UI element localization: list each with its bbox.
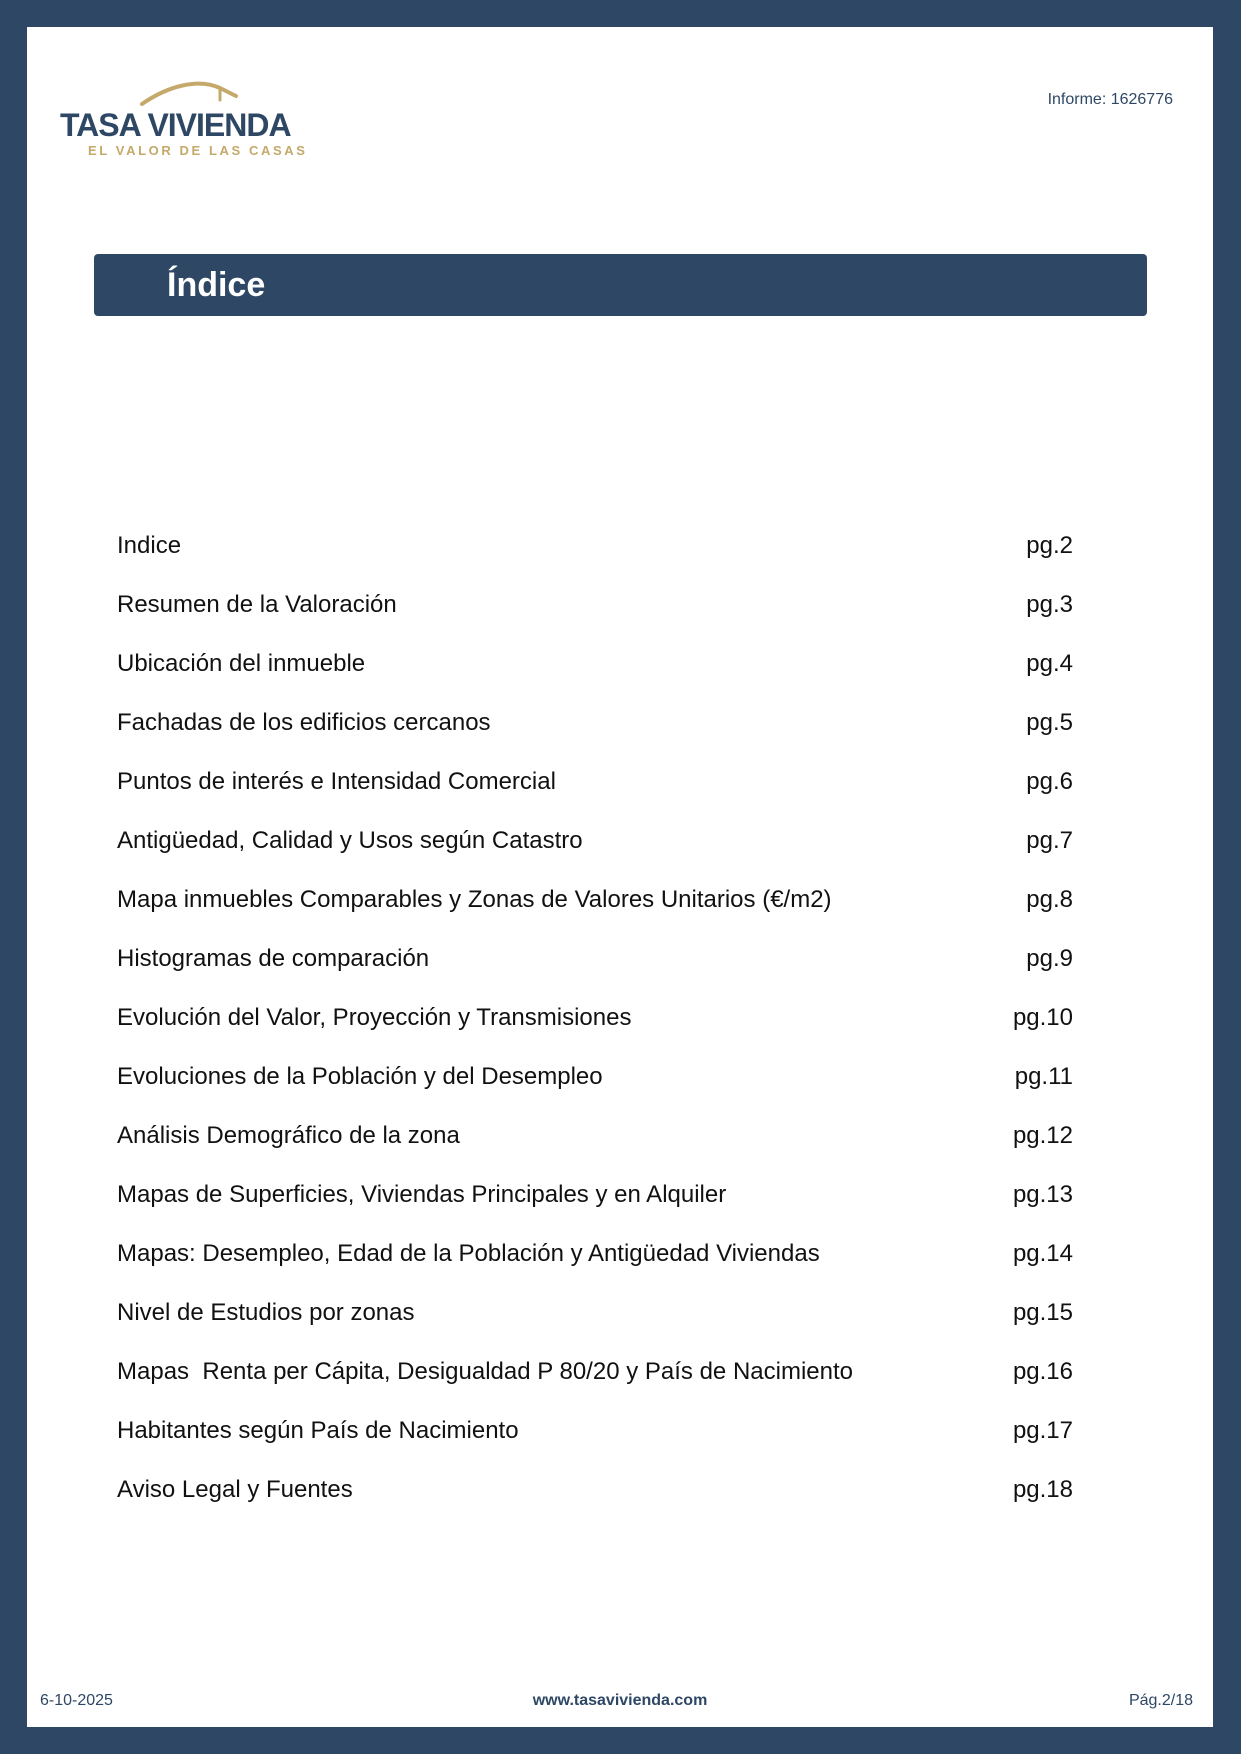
toc-entry-label: Mapas de Superficies, Viviendas Principales y en Alquiler	[117, 1181, 727, 1208]
toc-entry-label: Mapas: Desempleo, Edad de la Población y Antigüedad Viviendas	[117, 1240, 820, 1267]
toc-entry[interactable]	[117, 709, 1073, 768]
table-of-contents	[117, 532, 1073, 1535]
toc-entry-label: Mapa inmuebles Comparables y Zonas de Valores Unitarios (€/m2)	[117, 886, 832, 913]
toc-entry-page: pg.15	[1012, 1299, 1073, 1326]
toc-entry[interactable]	[117, 1417, 1073, 1476]
toc-entry-label: Ubicación del inmueble	[117, 650, 366, 677]
toc-entry-page: pg.12	[1012, 1122, 1073, 1149]
toc-entry-label: Evolución del Valor, Proyección y Transmisiones	[117, 1004, 632, 1031]
toc-entry[interactable]	[117, 650, 1073, 709]
toc-entry[interactable]	[117, 1122, 1073, 1181]
toc-entry-page: pg.4	[1026, 650, 1073, 677]
logo	[60, 52, 320, 162]
toc-entry[interactable]	[117, 1240, 1073, 1299]
toc-entry-label: Mapas Renta per Cápita, Desigualdad P 80/20 y País de Nacimiento	[117, 1358, 853, 1385]
house-roof-icon	[138, 80, 248, 106]
toc-entry[interactable]	[117, 827, 1073, 886]
toc-entry-label: Indice	[117, 532, 182, 559]
toc-entry[interactable]	[117, 1181, 1073, 1240]
toc-entry-page: pg.5	[1026, 709, 1073, 736]
logo-title: TASA VIVIENDA	[60, 107, 291, 143]
toc-entry-label: Fachadas de los edificios cercanos	[117, 709, 491, 736]
toc-entry-page: pg.8	[1026, 886, 1073, 913]
toc-entry-page: pg.2	[1026, 532, 1073, 559]
toc-entry[interactable]	[117, 1476, 1073, 1535]
toc-entry-label: Habitantes según País de Nacimiento	[117, 1417, 519, 1444]
toc-entry-label: Nivel de Estudios por zonas	[117, 1299, 415, 1326]
toc-entry-page: pg.3	[1026, 591, 1073, 618]
toc-entry-page: pg.9	[1026, 945, 1073, 972]
toc-entry[interactable]	[117, 1358, 1073, 1417]
footer-website-link[interactable]: www.tasavivienda.com	[532, 1692, 708, 1709]
toc-entry-label: Histogramas de comparación	[117, 945, 430, 972]
toc-entry-label: Resumen de la Valoración	[117, 591, 397, 618]
toc-entry[interactable]	[117, 591, 1073, 650]
toc-entry-page: pg.6	[1026, 768, 1073, 795]
document-page	[27, 27, 1213, 1727]
toc-entry-page: pg.10	[1012, 1004, 1073, 1031]
toc-entry-label: Evoluciones de la Población y del Desempleo	[117, 1063, 603, 1090]
footer-date: 6-10-2025	[40, 1692, 113, 1709]
toc-entry-page: pg.16	[1012, 1358, 1073, 1385]
toc-entry[interactable]	[117, 886, 1073, 945]
toc-entry-label: Puntos de interés e Intensidad Comercial	[117, 768, 556, 795]
toc-entry-page: pg.18	[1012, 1476, 1073, 1503]
toc-entry-page: pg.11	[1014, 1063, 1073, 1090]
report-id: Informe: 1626776	[1047, 91, 1173, 108]
toc-entry-label: Antigüedad, Calidad y Usos según Catastro	[117, 827, 583, 854]
toc-entry[interactable]	[117, 768, 1073, 827]
toc-entry-page: pg.14	[1012, 1240, 1073, 1267]
toc-entry-page: pg.13	[1012, 1181, 1073, 1208]
toc-entry[interactable]	[117, 1063, 1073, 1122]
toc-entry[interactable]	[117, 945, 1073, 1004]
logo-tagline: EL VALOR DE LAS CASAS	[88, 143, 308, 158]
toc-entry-label: Análisis Demográfico de la zona	[117, 1122, 460, 1149]
title-bar	[94, 254, 1147, 316]
page-title: Índice	[167, 266, 266, 304]
footer-page-number: Pág.2/18	[1128, 1692, 1193, 1709]
toc-entry[interactable]	[117, 1299, 1073, 1358]
toc-entry-page: pg.7	[1026, 827, 1073, 854]
toc-entry-page: pg.17	[1012, 1417, 1073, 1444]
toc-entry[interactable]	[117, 1004, 1073, 1063]
toc-entry[interactable]	[117, 532, 1073, 591]
toc-entry-label: Aviso Legal y Fuentes	[117, 1476, 353, 1503]
